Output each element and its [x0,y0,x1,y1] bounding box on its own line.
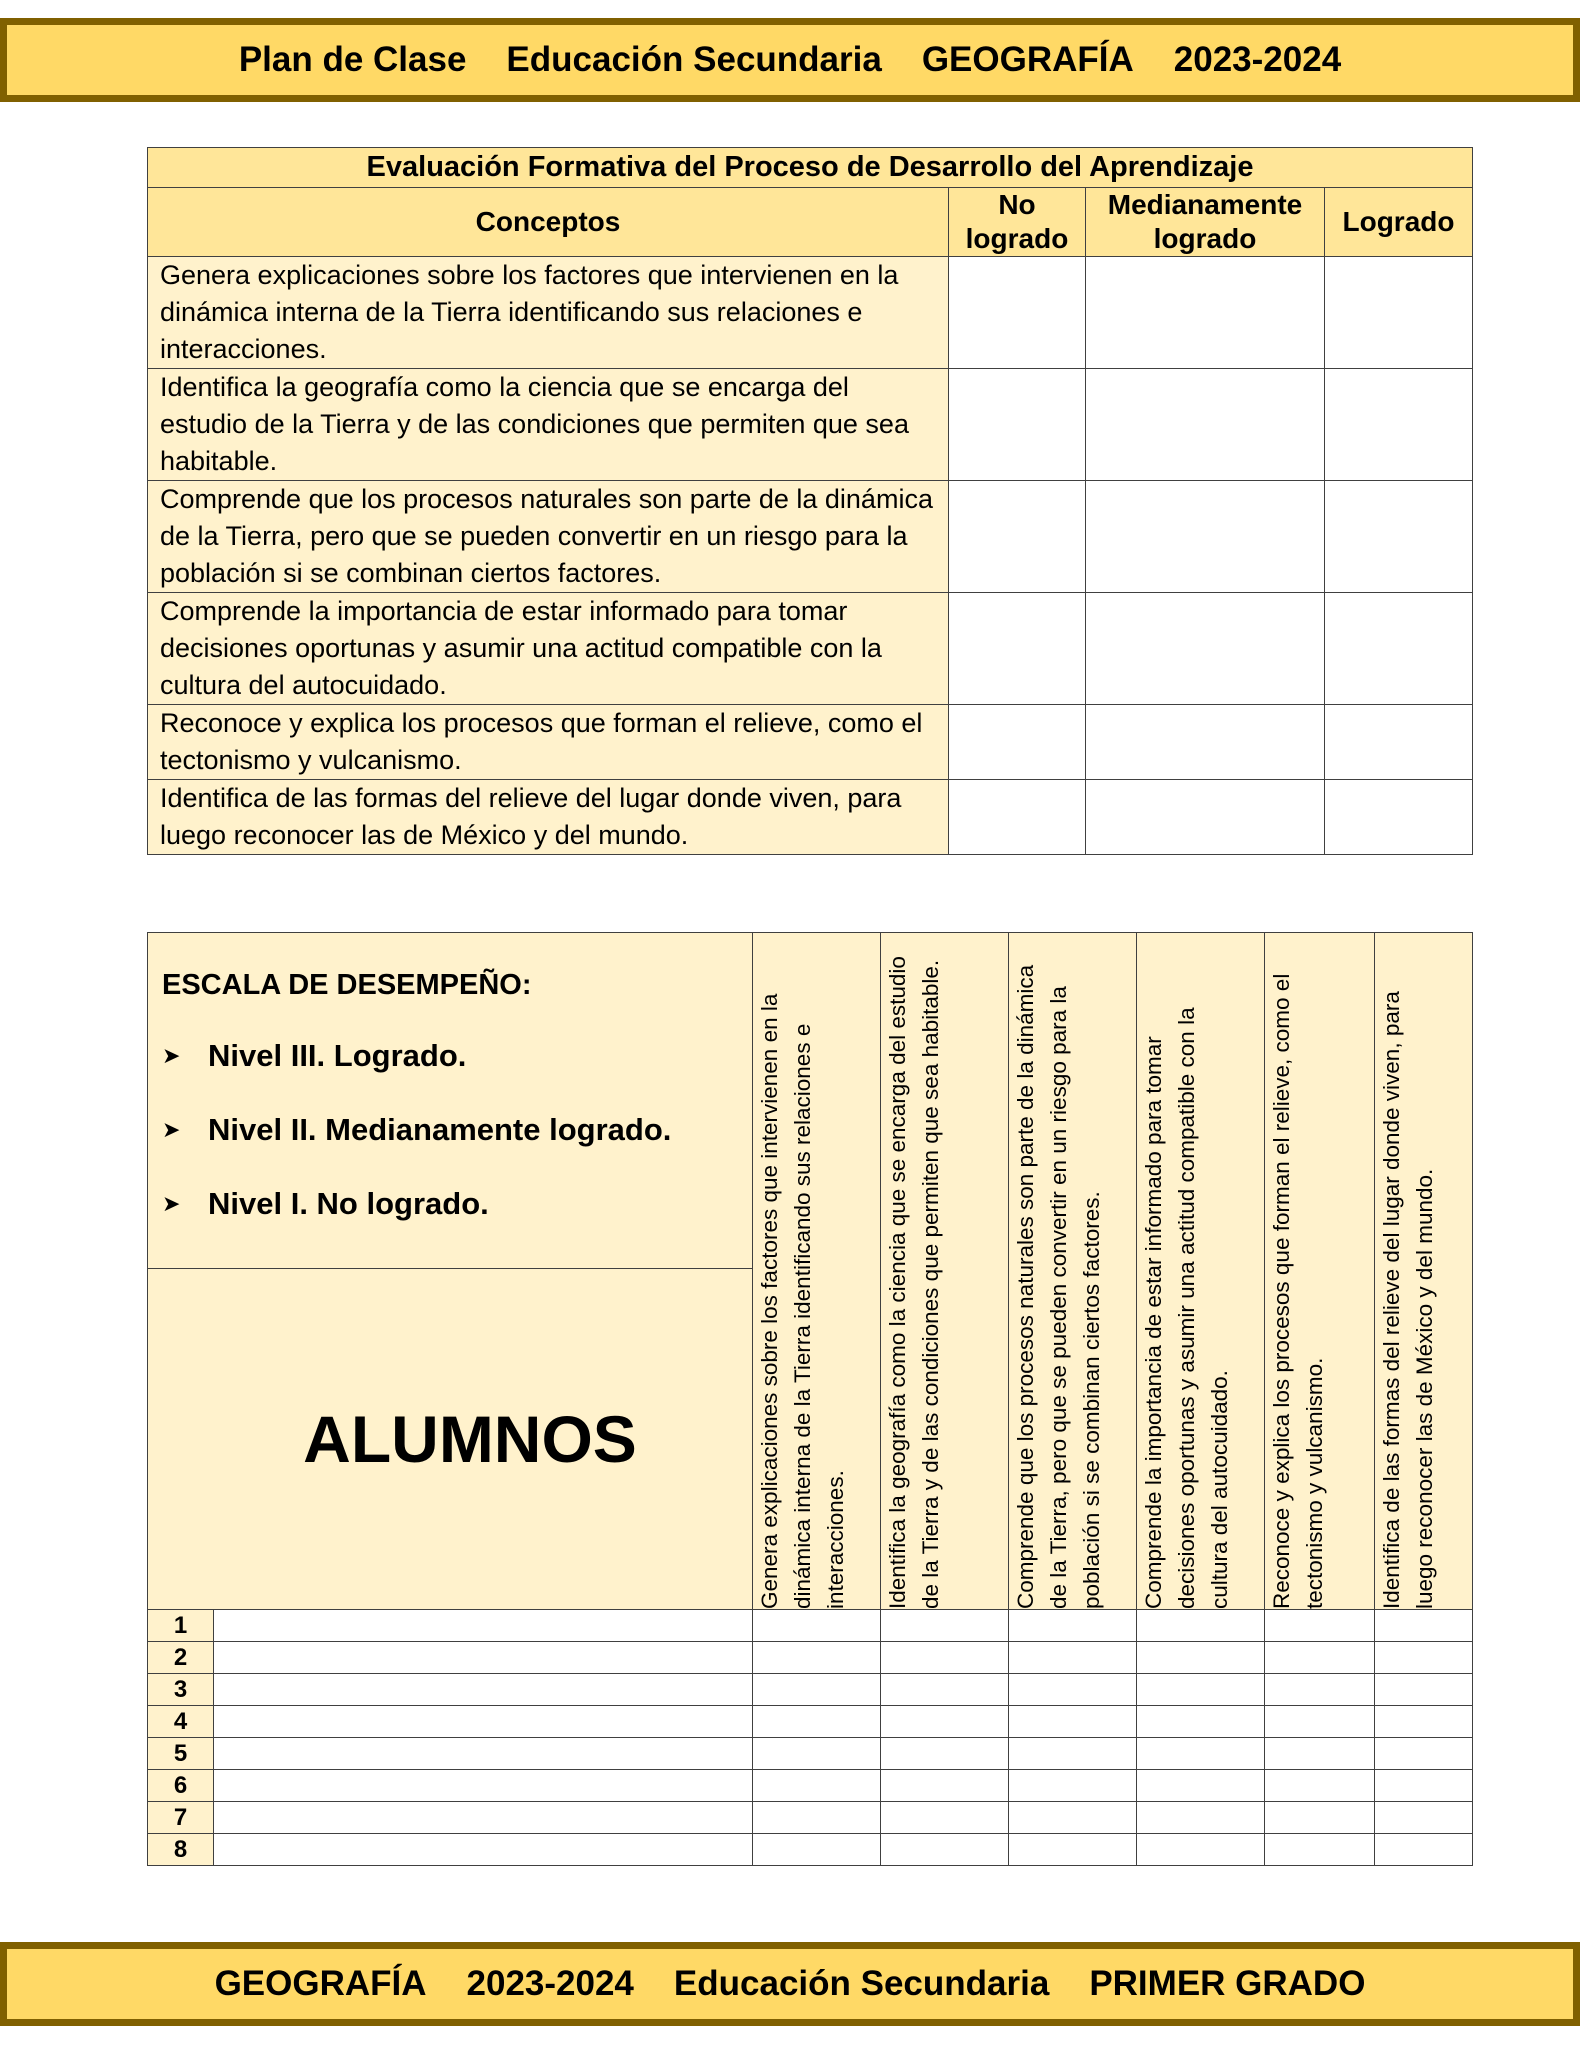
alumnos-heading: ALUMNOS [148,1269,753,1610]
student-score-cell[interactable] [881,1738,1009,1770]
students-table [147,932,1473,1866]
student-score-cell[interactable] [753,1674,881,1706]
scale-level-1 [162,1186,738,1222]
student-name-cell[interactable] [214,1706,753,1738]
student-score-cell[interactable] [1137,1770,1265,1802]
student-row [148,1834,1473,1866]
student-score-cell[interactable] [1375,1674,1473,1706]
vertical-concept-5-text: Reconoce y explica los procesos que forman el relieve, como el tectonismo y vulcanismo. [1269,973,1328,1609]
cell-logrado[interactable] [1325,780,1473,855]
student-score-cell[interactable] [1375,1802,1473,1834]
student-name-cell[interactable] [214,1674,753,1706]
header-no-logrado-line1: No [998,189,1036,220]
cell-logrado[interactable] [1325,705,1473,780]
cell-medianamente[interactable] [1086,369,1325,481]
student-score-cell[interactable] [1375,1706,1473,1738]
concept-5: Reconoce y explica los procesos que forman el relieve, como el tectonismo y vulcanismo. [148,705,949,780]
student-score-cell[interactable] [1265,1770,1375,1802]
arrow-icon: ➤ [162,1191,181,1216]
student-number: 6 [148,1770,214,1802]
student-row [148,1610,1473,1642]
student-score-cell[interactable] [753,1770,881,1802]
vertical-concept-2-text: Identifica la geografía como la ciencia que se encarga del estudio de la Tierra y de las condiciones que permiten que sea habitable. [885,956,944,1609]
header-medianamente-logrado [1086,188,1325,257]
header-no-logrado [949,188,1086,257]
footer-banner [0,1942,1580,2026]
student-score-cell[interactable] [1137,1642,1265,1674]
footer-grade: PRIMER GRADO [1089,1964,1366,2003]
student-score-cell[interactable] [881,1802,1009,1834]
concept-4: Comprende la importancia de estar informado para tomar decisiones oportunas y asumir una actitud compatible con la cultura del autocuidado. [148,593,949,705]
cell-no-logrado[interactable] [949,369,1086,481]
evaluation-table [147,147,1473,855]
student-number: 3 [148,1674,214,1706]
student-score-cell[interactable] [1265,1802,1375,1834]
student-score-cell[interactable] [881,1610,1009,1642]
student-score-cell[interactable] [1137,1802,1265,1834]
header-medianamente-line1: Medianamente [1107,189,1303,220]
student-score-cell[interactable] [1137,1674,1265,1706]
scale-level-2-label: Nivel II. Medianamente logrado. [208,1112,672,1147]
vertical-concept-2 [881,933,1009,1610]
student-score-cell[interactable] [881,1706,1009,1738]
student-score-cell[interactable] [1375,1738,1473,1770]
student-score-cell[interactable] [753,1738,881,1770]
vertical-concept-5 [1265,933,1375,1610]
concept-3: Comprende que los procesos naturales son parte de la dinámica de la Tierra, pero que se pueden convertir en un riesgo para la población si se combinan ciertos factores. [148,481,949,593]
student-score-cell[interactable] [1009,1706,1137,1738]
footer-year: 2023-2024 [466,1964,634,2003]
cell-medianamente[interactable] [1086,481,1325,593]
vertical-concept-6-text: Identifica de las formas del relieve del lugar donde viven, para luego reconocer las de México y del mundo. [1379,991,1438,1609]
student-row [148,1642,1473,1674]
student-row [148,1738,1473,1770]
header-subject: GEOGRAFÍA [921,40,1134,79]
cell-logrado[interactable] [1325,481,1473,593]
header-year: 2023-2024 [1173,40,1342,79]
concept-6: Identifica de las formas del relieve del lugar donde viven, para luego reconocer las de México y del mundo. [148,780,949,855]
concept-1: Genera explicaciones sobre los factores que intervienen en la dinámica interna de la Tierra identificando sus relaciones e interacciones. [148,257,949,369]
student-score-cell[interactable] [1375,1834,1473,1866]
student-score-cell[interactable] [1265,1674,1375,1706]
footer-subject: GEOGRAFÍA [214,1964,427,2003]
student-number: 8 [148,1834,214,1866]
cell-logrado[interactable] [1325,257,1473,369]
student-score-cell[interactable] [881,1834,1009,1866]
scale-level-2 [162,1112,738,1148]
student-name-cell[interactable] [214,1642,753,1674]
student-name-cell[interactable] [214,1802,753,1834]
cell-no-logrado[interactable] [949,593,1086,705]
header-no-logrado-line2: logrado [965,223,1069,254]
student-score-cell[interactable] [1375,1770,1473,1802]
student-row [148,1802,1473,1834]
scale-level-1-label: Nivel I. No logrado. [208,1186,489,1221]
student-score-cell[interactable] [1265,1610,1375,1642]
student-score-cell[interactable] [1265,1706,1375,1738]
scale-level-3-label: Nivel III. Logrado. [208,1038,467,1073]
student-score-cell[interactable] [1137,1610,1265,1642]
student-number: 4 [148,1706,214,1738]
scale-title: ESCALA DE DESEMPEÑO: [162,969,532,1001]
header-medianamente-line2: logrado [1153,223,1257,254]
vertical-concept-4-text: Comprende la importancia de estar informado para tomar decisiones oportunas y asumir una actitud compatible con la cultura del autocuidado. [1141,1007,1233,1609]
student-score-cell[interactable] [881,1674,1009,1706]
student-score-cell[interactable] [753,1642,881,1674]
vertical-concept-1 [753,933,881,1610]
student-score-cell[interactable] [1265,1834,1375,1866]
cell-medianamente[interactable] [1086,593,1325,705]
student-number: 2 [148,1642,214,1674]
student-row [148,1770,1473,1802]
student-score-cell[interactable] [1137,1834,1265,1866]
cell-medianamente[interactable] [1086,257,1325,369]
concept-2: Identifica la geografía como la ciencia que se encarga del estudio de la Tierra y de las condiciones que permiten que sea habitable. [148,369,949,481]
student-score-cell[interactable] [1137,1706,1265,1738]
student-score-cell[interactable] [753,1610,881,1642]
performance-scale [148,933,753,1269]
student-name-cell[interactable] [214,1770,753,1802]
student-score-cell[interactable] [1009,1642,1137,1674]
student-score-cell[interactable] [1265,1738,1375,1770]
cell-logrado[interactable] [1325,369,1473,481]
header-conceptos: Conceptos [148,188,949,257]
header-banner [0,18,1580,102]
cell-no-logrado[interactable] [949,780,1086,855]
cell-no-logrado[interactable] [949,257,1086,369]
student-score-cell[interactable] [1375,1610,1473,1642]
student-score-cell[interactable] [1375,1642,1473,1674]
student-score-cell[interactable] [1137,1738,1265,1770]
student-score-cell[interactable] [1009,1802,1137,1834]
evaluation-title: Evaluación Formativa del Proceso de Desarrollo del Aprendizaje [148,148,1473,188]
student-number: 1 [148,1610,214,1642]
footer-level: Educación Secundaria [673,1964,1050,2003]
student-score-cell[interactable] [1009,1610,1137,1642]
student-score-cell[interactable] [753,1834,881,1866]
cell-medianamente[interactable] [1086,705,1325,780]
cell-medianamente[interactable] [1086,780,1325,855]
student-name-cell[interactable] [214,1834,753,1866]
student-score-cell[interactable] [881,1770,1009,1802]
vertical-concept-6 [1375,933,1473,1610]
scale-level-3 [162,1038,738,1074]
vertical-concept-1-text: Genera explicaciones sobre los factores que intervienen en la dinámica interna de la Tierra identificando sus relaciones e interacciones. [757,993,849,1609]
header-logrado: Logrado [1325,188,1473,257]
student-rows [148,1610,1473,1866]
student-score-cell[interactable] [753,1802,881,1834]
cell-no-logrado[interactable] [949,705,1086,780]
vertical-concept-3 [1009,933,1137,1610]
student-row [148,1674,1473,1706]
header-level: Educación Secundaria [506,40,882,79]
student-score-cell[interactable] [1265,1642,1375,1674]
student-score-cell[interactable] [1009,1770,1137,1802]
student-score-cell[interactable] [1009,1834,1137,1866]
arrow-icon: ➤ [162,1117,181,1142]
vertical-concept-4 [1137,933,1265,1610]
arrow-icon: ➤ [162,1043,181,1068]
student-score-cell[interactable] [1009,1674,1137,1706]
student-number: 5 [148,1738,214,1770]
student-number: 7 [148,1802,214,1834]
cell-no-logrado[interactable] [949,481,1086,593]
cell-logrado[interactable] [1325,593,1473,705]
student-name-cell[interactable] [214,1610,753,1642]
student-score-cell[interactable] [1009,1738,1137,1770]
vertical-concept-3-text: Comprende que los procesos naturales son parte de la dinámica de la Tierra, pero que se pueden convertir en un riesgo para la población si se combinan ciertos factores. [1013,964,1105,1609]
student-name-cell[interactable] [214,1738,753,1770]
student-score-cell[interactable] [881,1642,1009,1674]
student-row [148,1706,1473,1738]
student-score-cell[interactable] [753,1706,881,1738]
header-plan: Plan de Clase [238,40,467,79]
